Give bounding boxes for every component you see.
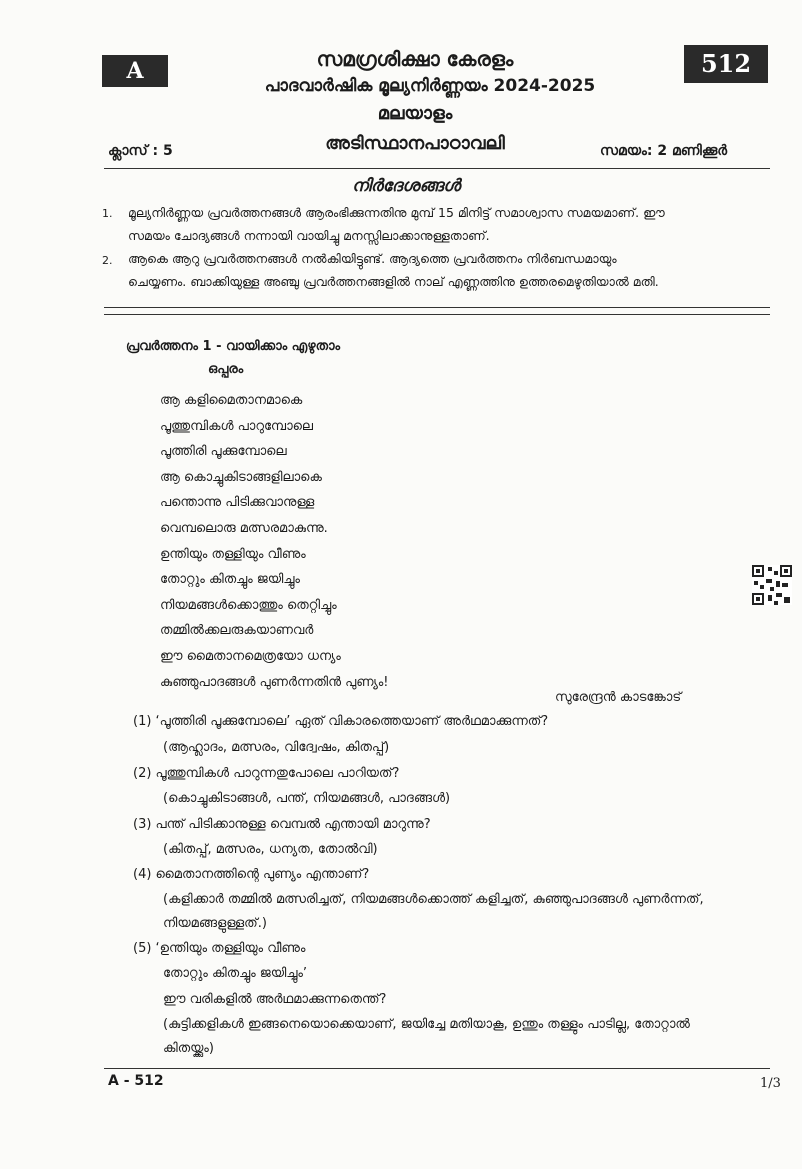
question-options: (കൊച്ചുകിടാങ്ങൾ, പന്ത്, നിയമങ്ങൾ, പാദങ്ങൾ)	[163, 791, 451, 806]
instruction-line: ചെയ്യണം. ബാക്കിയുള്ള അഞ്ചു പ്രവർത്തനങ്ങളിൽ നാല് എണ്ണത്തിനു ഉത്തരമെഴുതിയാൽ മതി.	[128, 274, 659, 289]
question-options: കിതയ്ക്കും)	[163, 1041, 214, 1056]
subject-title: മലയാളം	[377, 103, 453, 124]
org-title: സമഗ്രശിക്ഷാ കേരളം	[316, 47, 514, 71]
poem-line: തമ്മിൽക്കലരുകയാണവർ	[160, 623, 314, 639]
question-options: നിയമങ്ങളുള്ളത്.)	[163, 916, 267, 931]
poem-line: ആ കൊച്ചുകിടാങ്ങളിലാകെ	[160, 469, 322, 485]
question-line: ഈ വരികളിൽ അർഥമാക്കുന്നതെന്ത്?	[163, 992, 387, 1007]
poem-line: ഉന്തിയും തള്ളിയും വീണും	[160, 546, 306, 562]
question-options: (കളിക്കാർ തമ്മിൽ മത്സരിച്ചത്, നിയമങ്ങൾക്കൊത്ത് കളിച്ചത്, കുഞ്ഞുപാദങ്ങൾ പുണർന്നത്,	[163, 892, 704, 907]
divider	[104, 168, 770, 169]
instruction-number: 2.	[102, 254, 113, 267]
question-options: (കിതപ്പ്, മത്സരം, ധന്യത, തോൽവി)	[163, 842, 378, 857]
exam-title: പാദവാർഷിക മൂല്യനിർണ്ണയം 2024-2025	[264, 76, 596, 96]
question: (1) ‘പൂത്തിരി പൂക്കുമ്പോലെ’ ഏത് വികാരത്തെയാണ് അർഥമാക്കുന്നത്?	[133, 714, 549, 729]
class-label: ക്ലാസ് : 5	[108, 143, 173, 159]
poem-title: ഒപ്പരം	[208, 362, 244, 377]
paper-title: അടിസ്ഥാനപാഠാവലി	[325, 133, 505, 154]
divider	[104, 314, 770, 315]
poem-line: നിയമങ്ങൾക്കൊത്തും തെറ്റിച്ചും	[160, 597, 337, 613]
instruction-line: ആകെ ആറു പ്രവർത്തനങ്ങൾ നൽകിയിട്ടുണ്ട്. ആദ്യത്തെ പ്രവർത്തനം നിർബന്ധമായും	[128, 251, 617, 266]
question: (2) പൂത്തുമ്പികൾ പാറുന്നതുപോലെ പാറിയത്?	[133, 766, 400, 781]
qr-code-icon	[752, 565, 792, 605]
paper-code-badge: 512	[684, 45, 768, 83]
poem-line: പൂത്തുമ്പികൾ പാറുമ്പോലെ	[160, 418, 314, 434]
question: (5) ‘ഉന്തിയും തള്ളിയും വീണും	[133, 941, 306, 956]
set-badge: A	[102, 55, 168, 87]
question: (3) പന്ത് പിടിക്കാനുള്ള വെമ്പൽ എന്തായി മാറുന്നു?	[133, 817, 431, 832]
question-options: (കുട്ടിക്കളികൾ ഇങ്ങനെയൊക്കെയാണ്, ജയിച്ചേ മതിയാകൂ, ഉന്തും തള്ളും പാടില്ല, തോറ്റാൽ	[163, 1017, 690, 1032]
poem-line: ഈ മൈതാനമെത്രയോ ധന്യം	[160, 648, 341, 664]
poem-line: തോറ്റും കിതച്ചും ജയിച്ചും	[160, 572, 300, 588]
poem-line: ആ കളിമൈതാനമാകെ	[160, 393, 303, 408]
divider	[104, 1068, 770, 1069]
question-line: തോറ്റും കിതച്ചും ജയിച്ചും’	[163, 966, 308, 981]
instruction-line: സമയം ചോദ്യങ്ങൾ നന്നായി വായിച്ചു മനസ്സിലാക്കാനുള്ളതാണ്.	[128, 228, 490, 243]
poem-line: കുഞ്ഞുപാദങ്ങൾ പുണർന്നതിൻ പുണ്യം!	[160, 674, 389, 690]
poem-line: പൂത്തിരി പൂക്കുമ്പോലെ	[160, 444, 287, 460]
question-options: (ആഹ്ലാദം, മത്സരം, വിദ്വേഷം, കിതപ്പ്)	[163, 740, 390, 755]
poem-line: വെമ്പലൊരു മത്സരമാകുന്നു.	[160, 520, 328, 536]
instruction-item	[128, 201, 772, 247]
poem-line: പന്തൊന്നു പിടിക്കുവാനുള്ള	[160, 495, 315, 511]
instruction-item	[128, 247, 772, 293]
page-number: 1/3	[760, 1076, 781, 1091]
poem	[160, 388, 389, 695]
instruction-number: 1.	[102, 207, 113, 220]
instructions-heading: നിർദേശങ്ങൾ	[352, 176, 461, 196]
footer-code: A - 512	[108, 1073, 164, 1089]
poem-author: സുരേന്ദ്രൻ കാടങ്കോട്	[555, 690, 682, 705]
question: (4) മൈതാനത്തിന്റെ പുണ്യം എന്താണ്?	[133, 867, 370, 882]
instruction-line: മൂല്യനിർണ്ണയ പ്രവർത്തനങ്ങൾ ആരംഭിക്കുന്നതിനു മുമ്പ് 15 മിനിട്ട് സമാശ്വാസ സമയമാണ്. ഈ	[128, 205, 665, 220]
time-label: സമയം: 2 മണിക്കൂർ	[600, 143, 728, 159]
activity-title: പ്രവർത്തനം 1 - വായിക്കാം എഴുതാം	[126, 339, 341, 354]
divider	[104, 307, 770, 308]
